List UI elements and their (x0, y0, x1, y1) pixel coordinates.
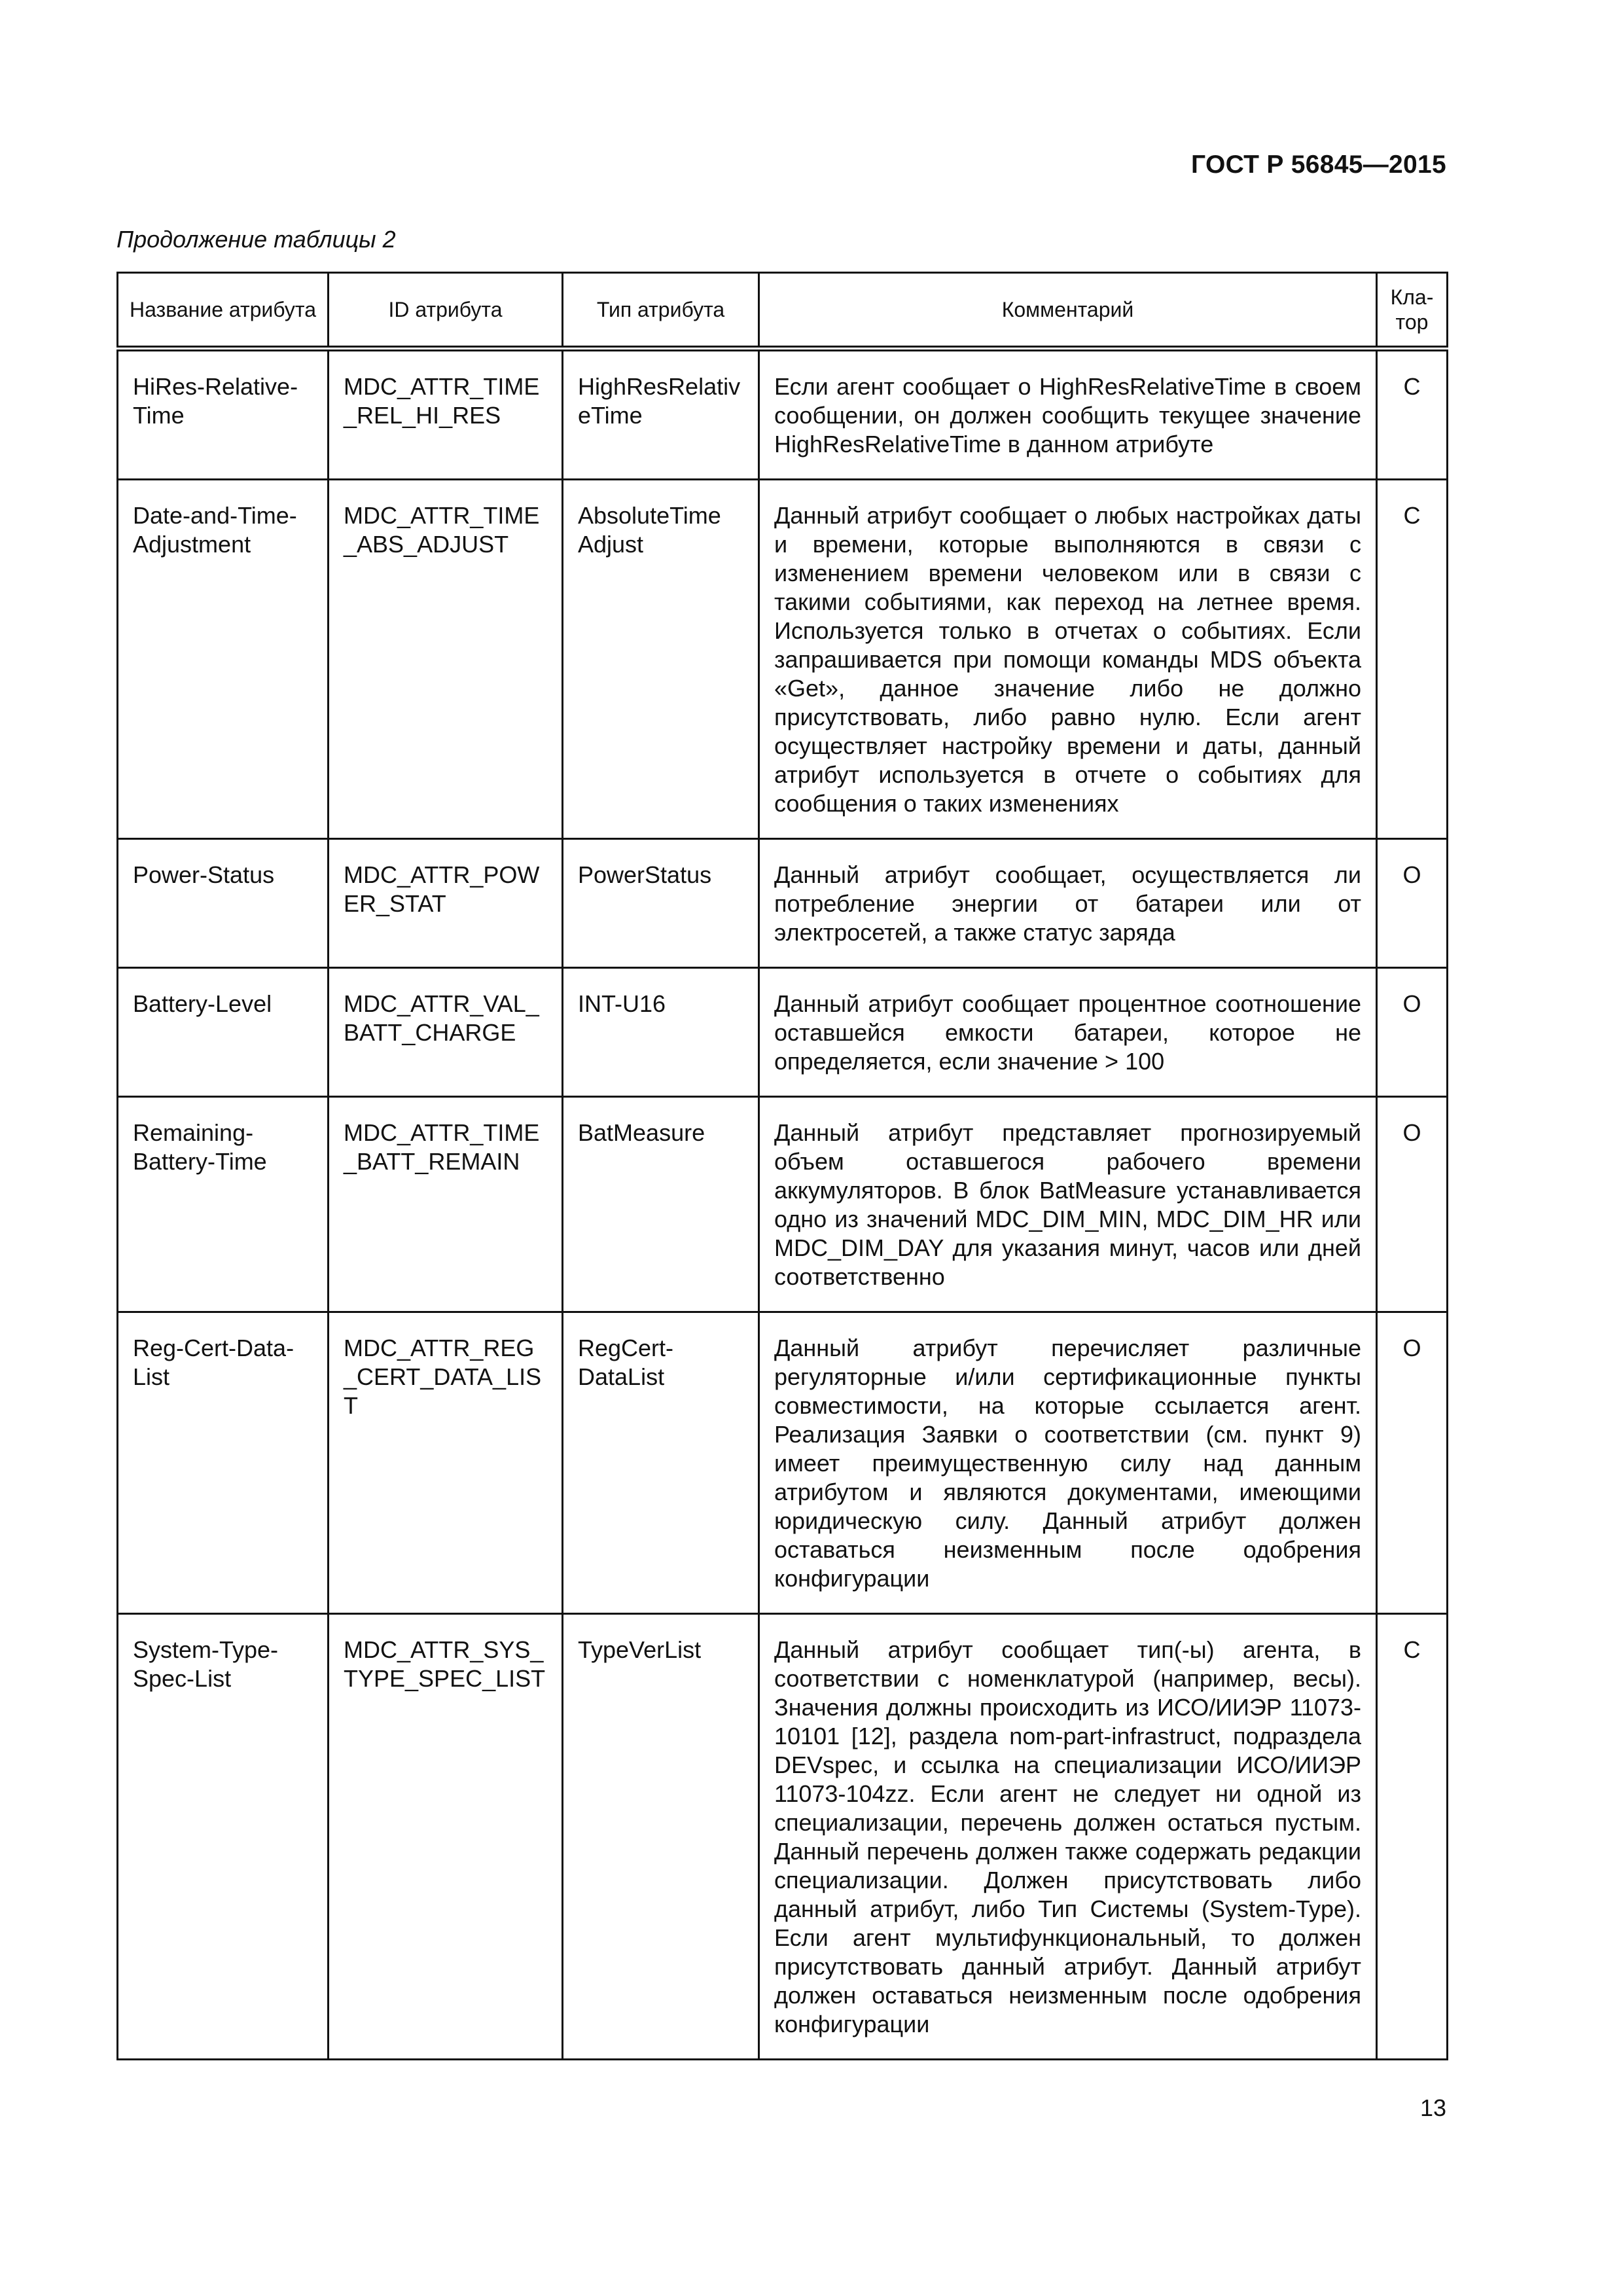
table-row (118, 480, 1448, 839)
attribute-classifier-cell: O (1377, 968, 1448, 1097)
attribute-name-cell: Battery-Level (118, 968, 329, 1097)
column-header-type: Тип атрибута (563, 273, 759, 349)
attribute-comment-cell: Данный атрибут перечисляет различные регуляторные и/или сертификационные пункты совместимости, на которые ссылается агент. Реализация Заявки о соответствии (см. пункт 9) имеет преимущественную силу над данным атрибутом и являются документами, имеющими юридическую силу. Данный атрибут должен оставаться неизменным после одобрения конфигурации (759, 1312, 1377, 1614)
attribute-name-cell: Remaining-Battery-Time (118, 1097, 329, 1312)
table-row (118, 968, 1448, 1097)
attribute-id-cell: MDC_ATTR_POWER_STAT (329, 839, 563, 968)
attribute-classifier-cell: O (1377, 1312, 1448, 1614)
attribute-type-cell: HighResRelativeTime (563, 349, 759, 480)
attribute-id-cell: MDC_ATTR_VAL_BATT_CHARGE (329, 968, 563, 1097)
table-header-row (118, 273, 1448, 349)
table-row (118, 349, 1448, 480)
attribute-name-cell: Power-Status (118, 839, 329, 968)
table-caption: Продолжение таблицы 2 (116, 226, 396, 253)
attribute-comment-cell: Данный атрибут представляет прогнозируемый объем оставшегося рабочего времени аккумуляторов. В блок BatMeasure устанавливается одно из значений MDC_DIM_MIN, MDC_DIM_HR или MDC_DIM_DAY для указания минут, часов или дней соответственно (759, 1097, 1377, 1312)
attribute-id-cell: MDC_ATTR_REG_CERT_DATA_LIST (329, 1312, 563, 1614)
attribute-type-cell: INT-U16 (563, 968, 759, 1097)
attribute-comment-cell: Данный атрибут сообщает тип(-ы) агента, в соответствии с номенклатурой (например, весы). Значения должны происходить из ИСО/ИИЭР 11073-10101 [12], раздела nom-part-infrastruct, подраздела DEVspec, и ссылка на специализации ИСО/ИИЭР 11073-104zz. Если агент не следует ни одной из специализации, перечень должен остаться пустым. Данный перечень должен также содержать редакции специализации. Должен присутствовать либо данный атрибут, либо Тип Системы (System-Type). Если агент мультифункциональный, то должен присутствовать данный атрибут. Данный атрибут должен оставаться неизменным после одобрения конфигурации (759, 1614, 1377, 2060)
table-row (118, 839, 1448, 968)
attribute-id-cell: MDC_ATTR_TIME_ABS_ADJUST (329, 480, 563, 839)
column-header-id: ID атрибута (329, 273, 563, 349)
table-row (118, 1312, 1448, 1614)
table-row (118, 1614, 1448, 2060)
attribute-comment-cell: Данный атрибут сообщает, осуществляется ли потребление энергии от батареи или от электросетей, а также статус заряда (759, 839, 1377, 968)
attribute-type-cell: BatMeasure (563, 1097, 759, 1312)
attribute-comment-cell: Данный атрибут сообщает о любых настройках даты и времени, которые выполняются в связи с изменением времени человеком или в связи с такими событиями, как переход на летнее время. Используется только в отчетах о событиях. Если запрашивается при помощи команды MDS объекта «Get», данное значение либо не должно присутствовать, либо равно нулю. Если агент осуществляет настройку времени и даты, данный атрибут используется в отчете о событиях для сообщения о таких изменениях (759, 480, 1377, 839)
column-header-name: Название атрибута (118, 273, 329, 349)
page-number: 13 (1419, 2094, 1446, 2121)
attribute-comment-cell: Если агент сообщает о HighResRelativeTime в своем сообщении, он должен сообщить текущее значение HighResRelativeTime в данном атрибуте (759, 349, 1377, 480)
attribute-classifier-cell: C (1377, 1614, 1448, 2060)
attribute-id-cell: MDC_ATTR_SYS_TYPE_SPEC_LIST (329, 1614, 563, 2060)
attribute-id-cell: MDC_ATTR_TIME_REL_HI_RES (329, 349, 563, 480)
attribute-comment-cell: Данный атрибут сообщает процентное соотношение оставшейся емкости батареи, которое не определяется, если значение > 100 (759, 968, 1377, 1097)
attribute-type-cell: AbsoluteTime Adjust (563, 480, 759, 839)
attribute-type-cell: TypeVerList (563, 1614, 759, 2060)
attribute-type-cell: PowerStatus (563, 839, 759, 968)
document-code: ГОСТ Р 56845—2015 (1191, 151, 1446, 179)
attribute-name-cell: Date-and-Time-Adjustment (118, 480, 329, 839)
attribute-classifier-cell: C (1377, 480, 1448, 839)
attribute-id-cell: MDC_ATTR_TIME_BATT_REMAIN (329, 1097, 563, 1312)
attribute-type-cell: RegCert-DataList (563, 1312, 759, 1614)
column-header-comment: Комментарий (759, 273, 1377, 349)
column-header-classifier: Кла-тор (1377, 273, 1448, 349)
attribute-name-cell: HiRes-Relative-Time (118, 349, 329, 480)
attribute-table (116, 272, 1448, 2060)
attribute-name-cell: System-Type-Spec-List (118, 1614, 329, 2060)
attribute-name-cell: Reg-Cert-Data-List (118, 1312, 329, 1614)
attribute-classifier-cell: C (1377, 349, 1448, 480)
attribute-classifier-cell: O (1377, 1097, 1448, 1312)
table-row (118, 1097, 1448, 1312)
attribute-classifier-cell: O (1377, 839, 1448, 968)
